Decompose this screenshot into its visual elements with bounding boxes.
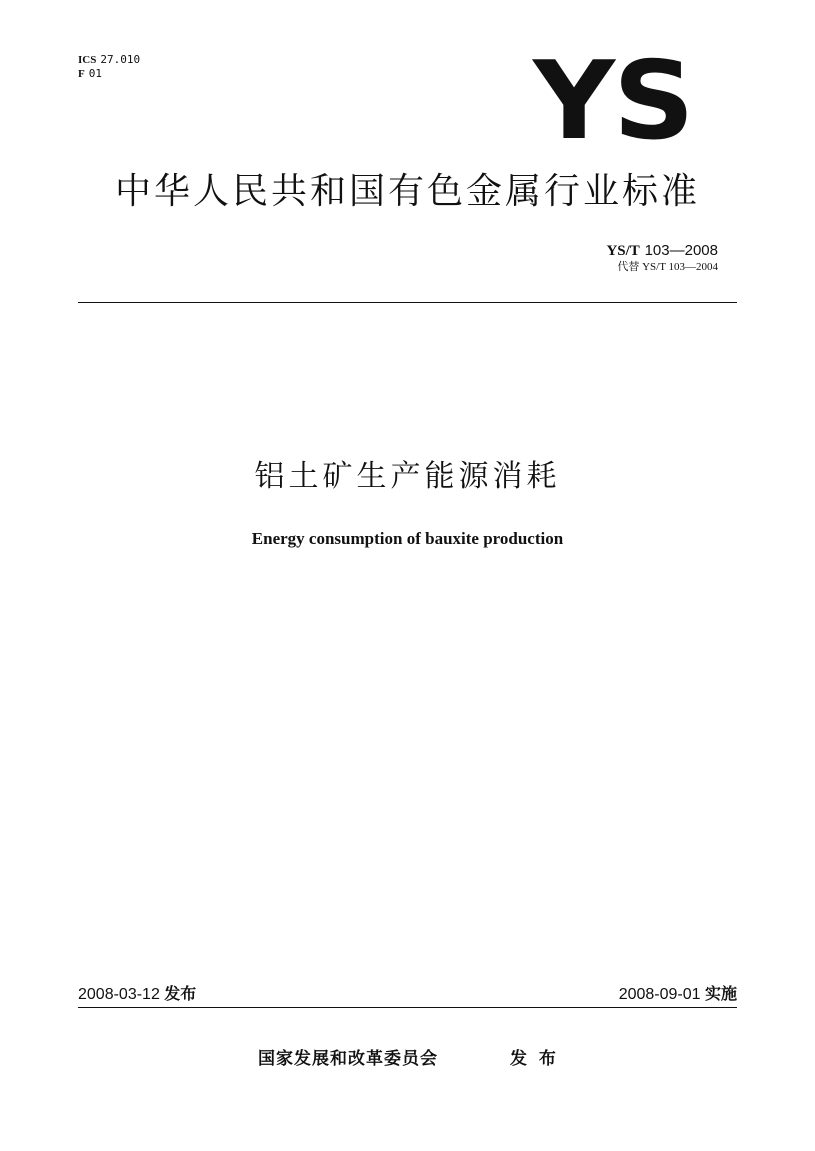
classification-codes [78,53,140,81]
ccs-label: F [78,68,85,80]
ics-label: ICS [78,54,97,66]
ys-logo: YS [533,39,693,164]
implementation-date-label: 实施 [704,984,737,1003]
standard-category-title: 中华人民共和国有色金属行业标准 [114,171,700,212]
issue-date-label: 发布 [164,984,197,1003]
implementation-date [619,984,737,1005]
ccs-code [78,67,140,81]
issue-date-value: 2008-03-12 [78,986,160,1003]
implementation-date-value: 2008-09-01 [618,986,701,1003]
header-divider [78,302,737,303]
footer-divider [78,1007,737,1008]
replaces-standard: 代替 YS/T 103—2004 [617,261,718,273]
ics-value: 27.010 [100,53,141,66]
standard-code: 103—2008 [644,242,718,259]
standard-prefix: YS/T [606,243,640,259]
issuing-authority: 国家发展和改革委员会 [258,1049,438,1069]
issue-date [78,984,196,1005]
ccs-value: 01 [88,67,102,80]
publish-label: 发 布 [510,1049,556,1069]
document-title-zh: 铝土矿生产能源消耗 [254,459,561,494]
document-title-en: Energy consumption of bauxite production [251,529,564,548]
ics-code [78,53,140,67]
standard-number [606,241,718,260]
